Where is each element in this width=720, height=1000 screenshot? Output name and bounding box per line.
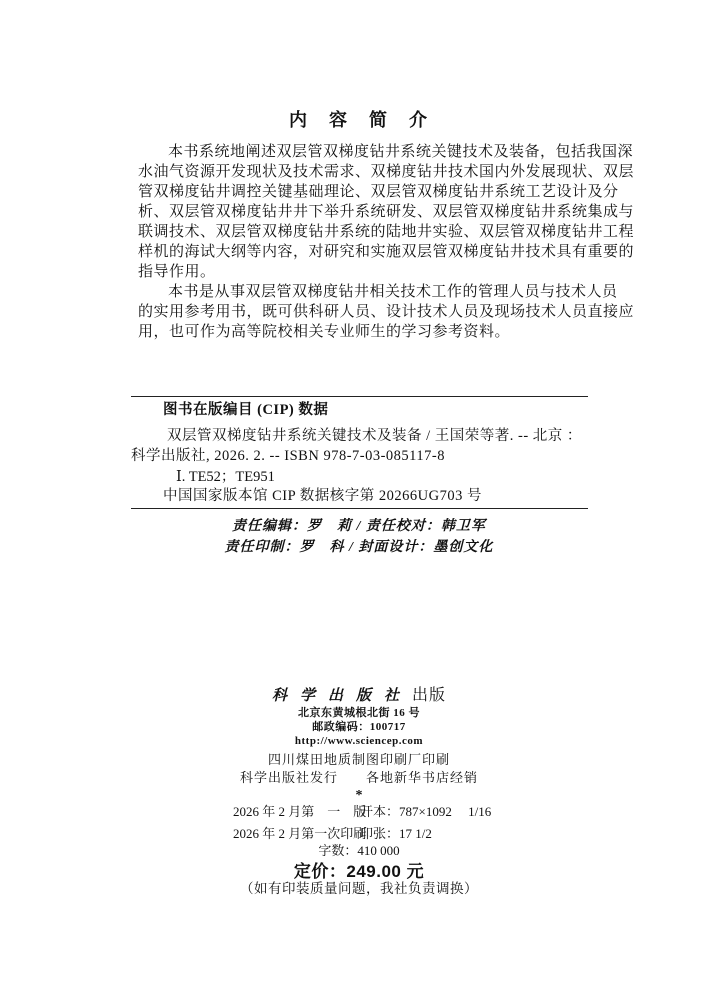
cip-heading: 图书在版编目 (CIP) 数据	[163, 402, 329, 418]
science-press-logo: 科学出版社	[271, 688, 412, 704]
publisher-logo-line	[138, 682, 580, 706]
text-line: 联调技术、双层管双梯度钻井系统的陆地井实验、双层管双梯度钻井工程	[138, 224, 635, 240]
distribution-line: 科学出版社发行 各地新华书店经销	[239, 770, 478, 785]
cip-record-number: 中国国家版本馆 CIP 数据核字第 20266UG703 号	[163, 488, 482, 504]
cip-classification: Ⅰ. TE52；TE951	[176, 469, 275, 485]
edition-date: 2026 年 2 月第 一 版	[233, 804, 367, 819]
text-line: 的实用参考用书，既可供科研人员、设计技术人员及现场技术人员直接应	[138, 304, 635, 320]
text-line: 析、双层管双梯度钻井井下举升系统研发、双层管双梯度钻井系统集成与	[138, 204, 635, 220]
impression-date: 2026 年 2 月第一次印刷	[233, 826, 367, 841]
staff-credits	[138, 516, 580, 558]
asterisk-separator: *	[355, 788, 363, 803]
credits-line-editors: 责任编辑：罗 莉 / 责任校对：韩卫军	[232, 519, 486, 534]
credits-line-print-design: 责任印制：罗 科 / 封面设计：墨创文化	[224, 540, 494, 555]
text-line: 用，也可作为高等院校相关专业师生的学习参考资料。	[138, 324, 511, 340]
cip-entry-line-2: 科学出版社, 2026. 2. -- ISBN 978-7-03-085117-8	[131, 448, 445, 464]
text-line: 指导作用。	[138, 264, 216, 280]
intro-body	[138, 142, 635, 342]
print-details	[233, 801, 491, 845]
publish-label: 出版	[412, 687, 447, 704]
printer-line: 四川煤田地质制图印刷厂印刷	[267, 752, 450, 767]
publisher-postcode: 邮政编码：100717	[312, 721, 406, 733]
sheet-count: 印张：17 1/2	[360, 826, 432, 841]
cip-entry-line-1: 双层管双梯度钻井系统关键技术及装备 / 王国荣等著. -- 北京 ：	[167, 428, 582, 444]
publisher-website: http://www.sciencep.com	[294, 735, 424, 747]
text-line: 水油气资源开发现状及技术需求、双梯度钻井技术国内外发展现状、双层	[138, 164, 635, 180]
publisher-address: 北京东黄城根北街 16 号	[298, 707, 420, 719]
text-line: 本书是从事双层管双梯度钻井相关技术工作的管理人员与技术人员	[168, 284, 618, 300]
intro-paragraph-2	[138, 282, 635, 342]
cip-data-block	[131, 396, 588, 509]
quality-note: （如有印装质量问题，我社负责调换）	[240, 881, 478, 896]
format-spec: 开本：787×1092 1/16	[360, 804, 492, 819]
intro-paragraph-1	[138, 142, 635, 282]
publisher-colophon	[138, 682, 580, 804]
edition-row	[233, 801, 491, 823]
text-line: 样机的海试大纲等内容，对研究和实施双层管双梯度钻井技术具有重要的	[138, 244, 635, 260]
price: 定价：249.00 元	[293, 862, 425, 881]
text-line: 本书系统地阐述双层管双梯度钻井系统关键技术及装备，包括我国深	[168, 144, 634, 160]
word-count: 字数：410 000	[318, 843, 400, 858]
page-title: 内 容 简 介	[289, 110, 429, 130]
text-line: 管双梯度钻井调控关键基础理论、双层管双梯度钻井系统工艺设计及分	[138, 184, 619, 200]
